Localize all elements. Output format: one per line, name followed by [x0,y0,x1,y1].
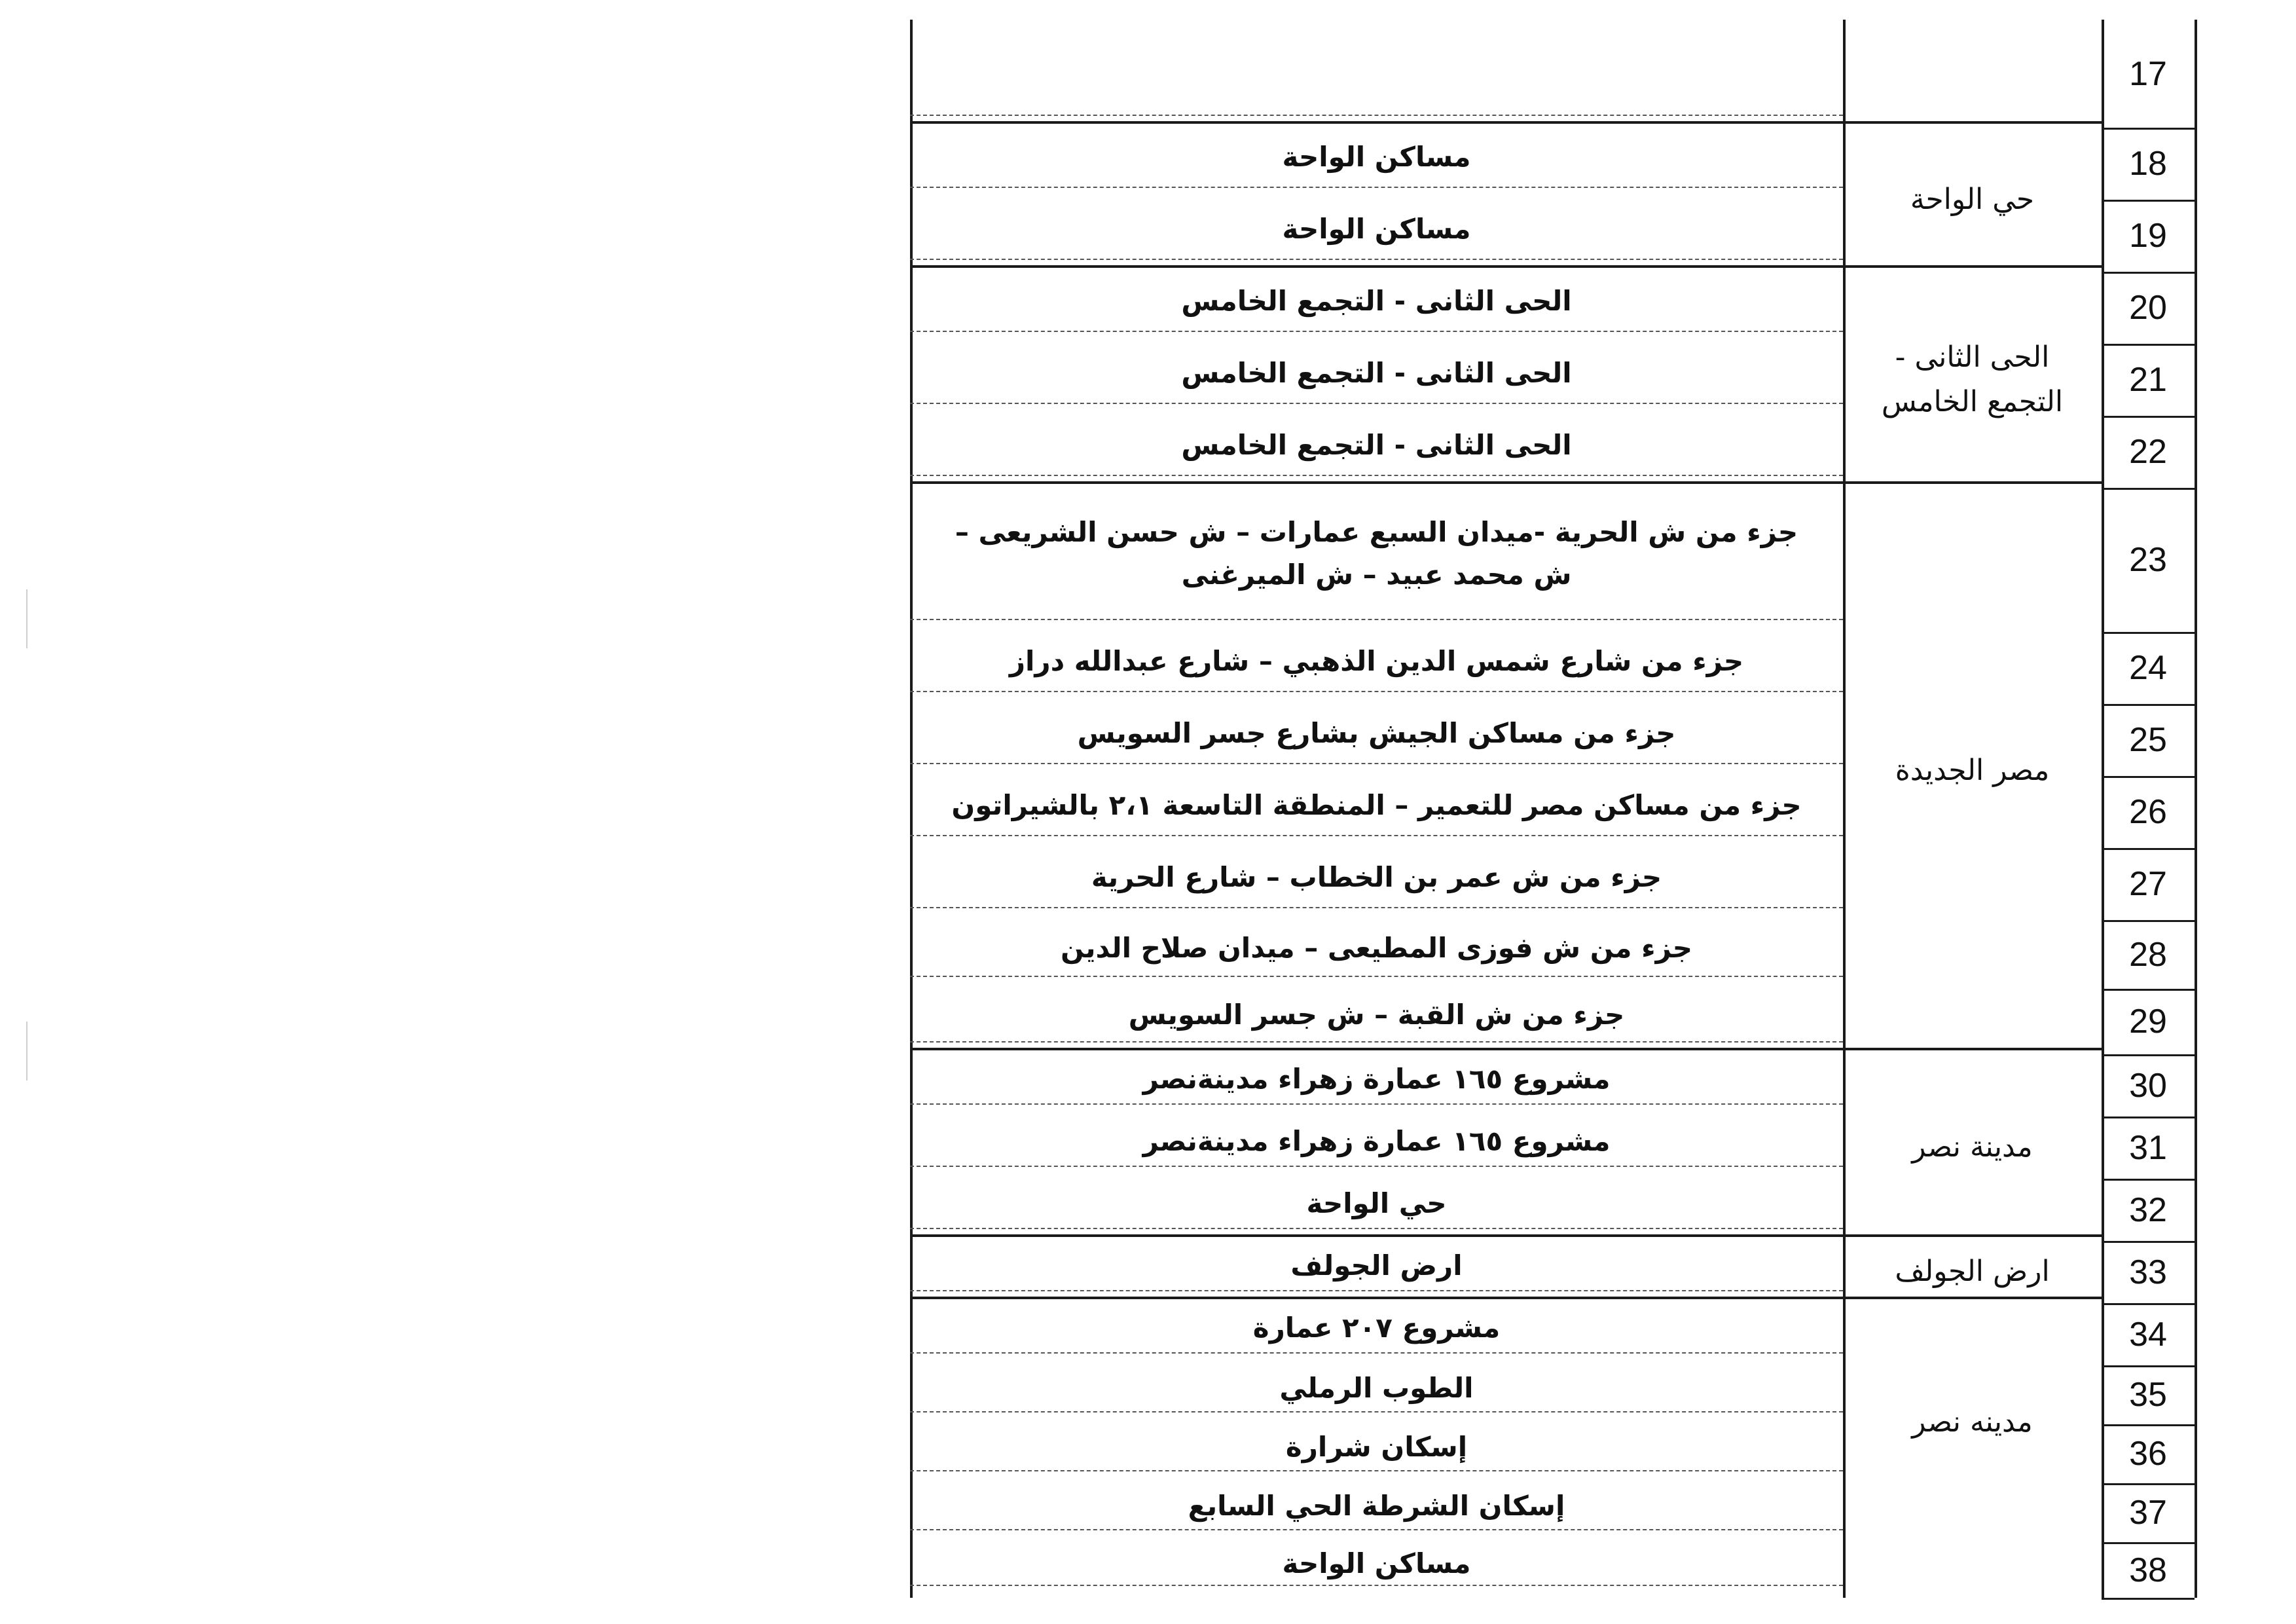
row-number: 29 [2129,1003,2167,1041]
location-cell: جزء من ش الحرية -ميدان السبع عمارات – ش حسن الشريعى – ش محمد عبيد – ش الميرغنى [955,515,1798,591]
row-separator [910,619,1843,620]
row-number: 35 [2129,1376,2167,1414]
location-cell: مساكن الواحة [1282,213,1471,246]
row-separator [910,763,1843,764]
location-cell: الحى الثانى - التجمع الخامس [1181,285,1572,318]
row-separator [910,1290,1843,1291]
number-row-line [2102,1598,2195,1600]
location-cell: الحى الثانى - التجمع الخامس [1181,429,1572,462]
location-cell: مساكن الواحة [1282,1547,1471,1579]
location-cell: إسكان شرارة [1285,1431,1468,1464]
row-number: 34 [2129,1315,2167,1354]
row-separator [910,1041,1843,1043]
location-cell: جزء من مساكن الجيش بشارع جسر السويس [1077,717,1676,750]
row-separator [910,691,1843,692]
location-cell: جزء من شارع شمس الدين الذهبي – شارع عبدالله دراز [1009,645,1744,678]
location-cell [936,20,1817,115]
row-separator [910,1529,1843,1530]
row-number: 30 [2129,1066,2167,1105]
row-number: 26 [2129,793,2167,831]
location-cell: مساكن الواحة [1282,141,1471,174]
location-cell: ارض الجولف [1290,1249,1463,1282]
row-separator [910,331,1843,332]
row-number: 23 [2129,541,2167,579]
district-col-border [1843,20,1846,1598]
group-separator [910,121,2102,124]
row-number: 19 [2129,217,2167,255]
row-number: 25 [2129,721,2167,759]
location-cell: جزء من ش عمر بن الخطاب – شارع الحرية [1091,861,1662,894]
location-cell: جزء من ش القبة – ش جسر السويس [1128,999,1625,1031]
location-cell: جزء من مساكن مصر للتعمير – المنطقة التاسعة ٢،١ بالشيراتون [951,789,1802,822]
location-cell: مشروع ٢٠٧ عمارة [1252,1311,1501,1344]
row-number: 24 [2129,649,2167,687]
page-edge-mark [26,589,27,648]
table-right-border [2195,20,2197,1598]
row-separator [910,1352,1843,1354]
district-cell: الحى الثانى - التجمع الخامس [1881,340,2064,418]
row-separator [910,907,1843,908]
row-separator [910,403,1843,404]
row-number: 18 [2129,145,2167,183]
location-cell: مشروع ١٦٥ عمارة زهراء مدينةنصر [1142,1124,1611,1157]
row-separator [910,835,1843,836]
row-number: 17 [2129,54,2167,93]
location-cell: جزء من ش فوزى المطيعى – ميدان صلاح الدين [1060,931,1693,964]
location-cell: الحى الثانى - التجمع الخامس [1181,357,1572,390]
table-left-border [910,20,913,1598]
location-cell: مشروع ١٦٥ عمارة زهراء مدينةنصر [1142,1062,1611,1095]
row-separator [910,187,1843,188]
row-separator [910,1166,1843,1167]
row-separator [910,976,1843,977]
row-separator [910,259,1843,260]
row-separator [910,1585,1843,1586]
location-cell: إسكان الشرطة الحي السابع [1188,1490,1565,1522]
row-number: 22 [2129,433,2167,471]
row-separator [910,1411,1843,1412]
row-number: 38 [2129,1551,2167,1589]
row-number: 28 [2129,935,2167,974]
location-cell: حي الواحة [1306,1187,1447,1219]
row-separator [910,475,1843,476]
row-number: 31 [2129,1128,2167,1167]
row-number: 36 [2129,1435,2167,1473]
row-separator [910,115,1843,116]
row-number: 37 [2129,1494,2167,1532]
district-cell: مدينة نصر [1912,1130,2033,1164]
row-number: 27 [2129,865,2167,903]
row-number: 33 [2129,1253,2167,1291]
row-separator [910,1470,1843,1471]
district-cell: مصر الجديدة [1895,754,2050,788]
district-cell: حي الواحة [1910,182,2035,216]
page-edge-mark [26,1022,27,1080]
district-cell: ارض الجولف [1895,1255,2050,1289]
row-separator [910,1103,1843,1105]
location-cell: الطوب الرملي [1279,1372,1474,1405]
row-number: 20 [2129,289,2167,327]
row-separator [910,1228,1843,1229]
row-number: 21 [2129,361,2167,399]
row-number: 32 [2129,1190,2167,1229]
district-cell: مدينه نصر [1912,1405,2033,1439]
